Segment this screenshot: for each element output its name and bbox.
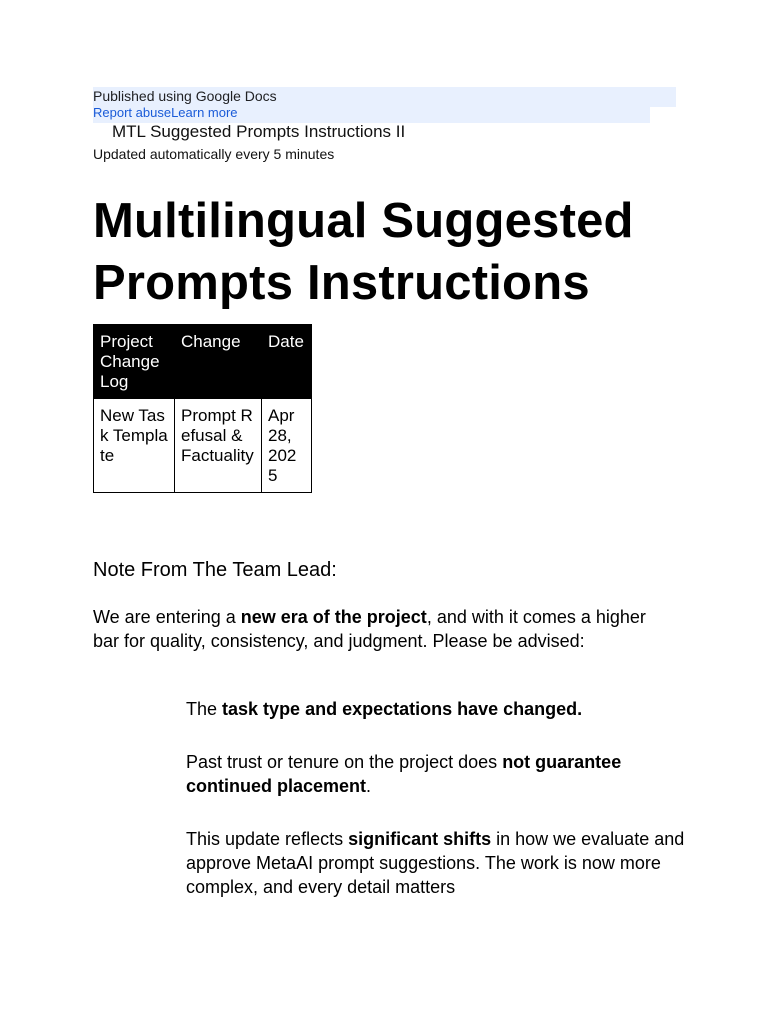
- note-heading: Note From The Team Lead:: [93, 559, 337, 581]
- point-text: The: [186, 699, 223, 719]
- note-point-3: [186, 827, 686, 899]
- published-text: Published using Google Docs: [93, 88, 277, 104]
- note-point-2: [186, 750, 686, 798]
- point-bold-text: significant shifts: [348, 829, 492, 849]
- intro-paragraph: [93, 605, 673, 653]
- page-heading: Multilingual Suggested Prompts Instructions: [93, 194, 634, 310]
- learn-more-link[interactable]: Learn more: [171, 105, 238, 120]
- intro-text-end: , and with it comes a higher bar for quality, consistency, and judgment. Please be advised:: [93, 607, 646, 651]
- header-change: Change: [175, 325, 262, 399]
- cell-date: Apr 28, 2025: [262, 399, 312, 493]
- header-project-change-log: Project Change Log: [94, 325, 175, 399]
- intro-bold-text: new era of the project: [240, 607, 427, 627]
- point-text: This update reflects: [186, 829, 349, 849]
- update-note: Updated automatically every 5 minutes: [93, 146, 335, 162]
- table-row: [94, 399, 312, 493]
- cell-change: Prompt Refusal & Factuality: [175, 399, 262, 493]
- table-header-row: [94, 325, 312, 399]
- published-banner: [93, 87, 676, 107]
- cell-project: New Task Template: [94, 399, 175, 493]
- point-bold-text: not guarantee continued placement: [186, 752, 622, 796]
- point-bold-text: task type and expectations have changed.: [222, 699, 583, 719]
- intro-text: We are entering a: [93, 607, 241, 627]
- change-log-table: [93, 324, 312, 493]
- point-text-end: .: [366, 776, 372, 796]
- report-abuse-link[interactable]: Report abuse: [93, 105, 172, 120]
- header-date: Date: [262, 325, 312, 399]
- note-point-1: [186, 697, 686, 721]
- document-title: MTL Suggested Prompts Instructions II: [112, 122, 406, 141]
- point-text-end: in how we evaluate and approve MetaAI prompt suggestions. The work is now more complex, and every detail matters: [186, 829, 685, 897]
- point-text: Past trust or tenure on the project does: [186, 752, 503, 772]
